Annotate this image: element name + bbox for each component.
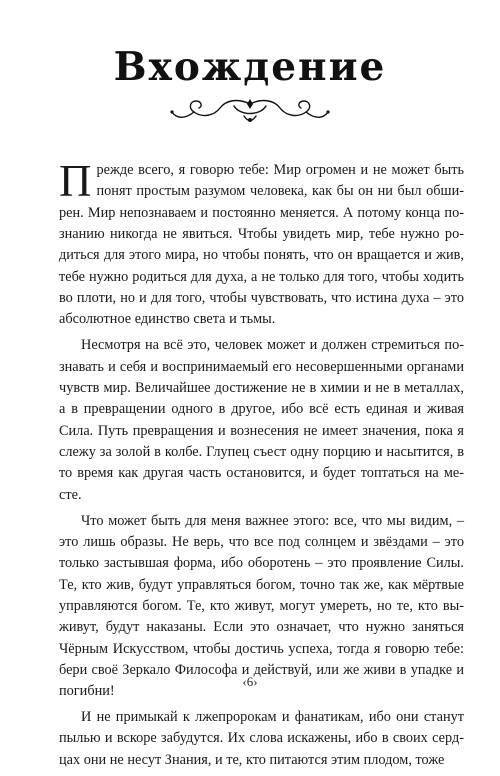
decorative-flourish-icon <box>168 96 332 126</box>
chapter-title: Вхождение <box>113 44 387 90</box>
paragraph-1 <box>59 156 464 331</box>
paragraph-3: Что может быть для меня важнее этого: все, что мы видим, – это лишь образы. Не верь, что все под солнцем и звёздами – это только застывшая форма, ибо оборотень – это проявление Силы. Те, кто жив, будут управляться богом, точно так же, как мёртвые управляются богом. Те, кто живут, могут умереть, но те, кто выживут, будут наказаны. Если это означает, что нужно заняться Чёрным Искусством, чтобы достичь успеха, тогда я говорю тебе: бери своё Зеркало Философа и действуй, или же живи в упадке и погибни! <box>59 512 464 700</box>
drop-cap: П <box>59 156 92 206</box>
paragraph-4: И не примыкай к лжепророкам и фанатикам, ибо они станут пылью и вскоре забудутся. Их слова искажены, ибо в своих сердцах они не несут Знания, и те, кто питаются этим плодом, тоже <box>59 709 464 768</box>
page-number: ‹6› <box>242 674 258 689</box>
paragraph-1-text: режде всего, я говорю тебе: Мир огромен и не может быть понят простым разумом человека, как бы он ни был обширен. Мир непознаваем и постоянно меняется. А потому конца познанию никогда не явиться. Чтобы увидеть мир, тебе нужно родиться для этого мира, но чтобы понять, что он вращается и жив, тебе нужно родиться для духа, а не только для того, чтобы ходить во плоти, но и для того, чтобы чувствовать, что истина духа – это абсолютное единство света и тьмы. <box>59 162 464 328</box>
paragraph-2: Несмотря на всё это, человек может и должен стремиться познавать и себя и воспринимаемый его несовершенными органами чувств мир. Величайшее достижение не в химии и не в металлах, а в превращении одного в другое, ибо всё есть единая и живая Сила. Путь превращения и вознесения не имеет значения, пока я слежу за золой в колбе. Глупец съест одну порцию и насытится, в то время как другая часть остановится, и будет топтаться на месте. <box>59 337 464 503</box>
